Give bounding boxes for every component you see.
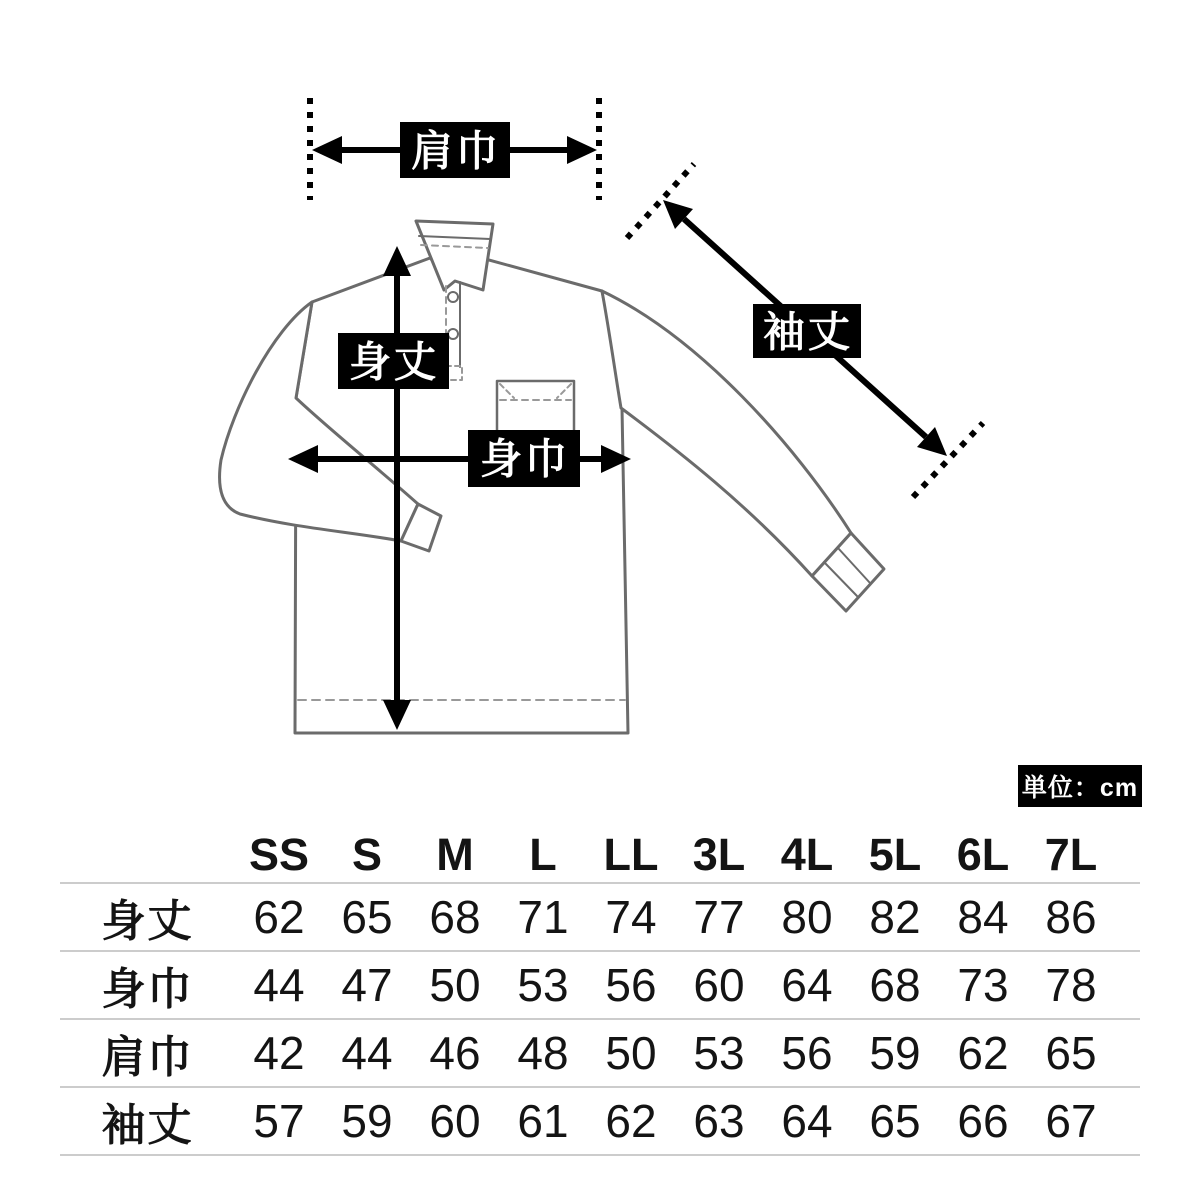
size-value-cell: 47 — [341, 959, 393, 1011]
size-column-header: 5L — [868, 829, 922, 880]
size-column-header: 7L — [1044, 829, 1098, 880]
measurement-row-label: 肩巾 — [101, 1033, 194, 1082]
size-value-cell: 50 — [429, 959, 481, 1011]
measurement-row-label: 身丈 — [101, 897, 194, 946]
size-value-cell: 42 — [253, 1027, 305, 1079]
size-value-cell: 53 — [693, 1027, 745, 1079]
size-value-cell: 67 — [1045, 1095, 1097, 1147]
size-value-cell: 56 — [781, 1027, 833, 1079]
measurement-row-label: 身巾 — [101, 965, 194, 1014]
table-row-body-width — [60, 952, 1140, 1020]
unit-badge: 単位：cm — [1018, 765, 1142, 807]
size-value-cell: 78 — [1045, 959, 1097, 1011]
size-table — [60, 828, 1140, 1156]
size-value-cell: 62 — [957, 1027, 1009, 1079]
size-value-cell: 84 — [957, 891, 1009, 943]
size-table-header-row — [60, 828, 1140, 884]
size-column-header: S — [351, 829, 382, 880]
size-value-cell: 66 — [957, 1095, 1009, 1147]
shoulder-arrowhead-right — [567, 136, 597, 164]
size-column-header: 4L — [780, 829, 834, 880]
size-value-cell: 63 — [693, 1095, 745, 1147]
size-value-cell: 74 — [605, 891, 657, 943]
placket-button-top — [448, 292, 458, 302]
size-value-cell: 68 — [869, 959, 921, 1011]
size-value-cell: 44 — [253, 959, 305, 1011]
size-value-cell: 50 — [605, 1027, 657, 1079]
size-value-cell: 62 — [605, 1095, 657, 1147]
size-value-cell: 59 — [341, 1095, 393, 1147]
size-value-cell: 71 — [517, 891, 569, 943]
body-length-label: 身丈 — [348, 338, 440, 386]
size-column-header: SS — [248, 829, 310, 880]
shoulder-arrowhead-left — [312, 136, 342, 164]
size-value-cell: 65 — [869, 1095, 921, 1147]
size-value-cell: 56 — [605, 959, 657, 1011]
size-value-cell: 77 — [693, 891, 745, 943]
size-value-cell: 62 — [253, 891, 305, 943]
size-value-cell: 64 — [781, 959, 833, 1011]
size-column-header: LL — [603, 829, 659, 880]
shoulder-width-label: 肩巾 — [410, 127, 502, 175]
size-column-header: 6L — [956, 829, 1010, 880]
size-value-cell: 86 — [1045, 891, 1097, 943]
size-column-header: 3L — [692, 829, 746, 880]
size-column-header: M — [436, 829, 474, 880]
size-value-cell: 80 — [781, 891, 833, 943]
placket-button-bottom — [448, 329, 458, 339]
sleeve-length-label: 袖丈 — [762, 308, 854, 356]
size-value-cell: 53 — [517, 959, 569, 1011]
body-length-arrowhead-top — [383, 246, 411, 276]
table-row-body-length — [60, 884, 1140, 952]
size-value-cell: 44 — [341, 1027, 393, 1079]
table-row-shoulder-width — [60, 1020, 1140, 1088]
table-row-sleeve-length — [60, 1088, 1140, 1156]
size-value-cell: 68 — [429, 891, 481, 943]
size-value-cell: 82 — [869, 891, 921, 943]
size-value-cell: 61 — [517, 1095, 569, 1147]
measurement-row-label: 袖丈 — [101, 1101, 194, 1150]
size-value-cell: 60 — [693, 959, 745, 1011]
size-value-cell: 64 — [781, 1095, 833, 1147]
size-column-header: L — [529, 829, 557, 880]
size-value-cell: 65 — [341, 891, 393, 943]
size-value-cell: 57 — [253, 1095, 305, 1147]
body-width-label: 身巾 — [479, 435, 571, 483]
size-value-cell: 48 — [517, 1027, 569, 1079]
size-value-cell: 73 — [957, 959, 1009, 1011]
size-value-cell: 65 — [1045, 1027, 1097, 1079]
size-value-cell: 46 — [429, 1027, 481, 1079]
size-value-cell: 60 — [429, 1095, 481, 1147]
size-value-cell: 59 — [869, 1027, 921, 1079]
